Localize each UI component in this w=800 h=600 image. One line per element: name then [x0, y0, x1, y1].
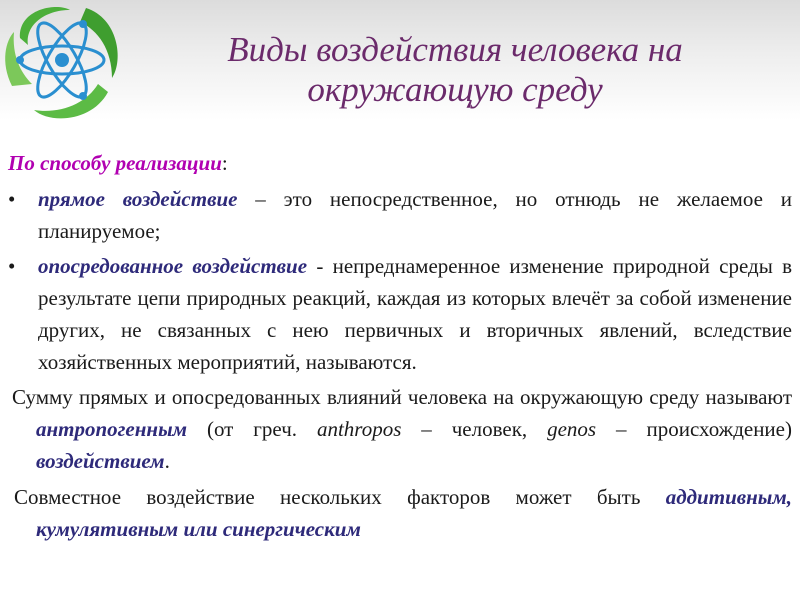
para-term: аддитивным, кумулятивным или синергическим: [36, 485, 792, 541]
list-item: [8, 183, 792, 247]
greek-word: anthropos: [316, 417, 402, 441]
bullet-text: – это непосредственное, но отнюдь не желаемое и планируемое;: [38, 187, 792, 243]
bullet-text: - непреднамеренное изменение природной среды в результате цепи природных реакций, каждая из которых влечёт за собой изменение других, не связанных с нею первичных и вторичных явлений, вследствие хозяйственных мероприятий, называются.: [38, 254, 793, 374]
para-text: .: [164, 449, 170, 473]
atom-leaf-logo-icon: [0, 0, 124, 124]
title-line-2: окружающую среду: [307, 70, 603, 109]
section-heading: [8, 147, 792, 179]
para-term: воздействием: [36, 449, 165, 473]
page-title: [130, 30, 780, 110]
list-item: [8, 250, 792, 378]
section-heading-text: По способу реализации: [8, 151, 222, 175]
slide-content: [8, 147, 792, 545]
paragraph-anthropogenic: [8, 381, 792, 477]
para-text: (от греч.: [187, 417, 317, 441]
para-text: Сумму прямых и опосредованных влияний человека на окружающую среду называют: [12, 385, 792, 409]
bullet-icon: •: [8, 187, 16, 211]
para-text: – происхождение): [596, 417, 792, 441]
section-heading-colon: :: [221, 151, 228, 175]
bullet-term: прямое воздействие: [38, 187, 238, 211]
bullet-term: опосредованное воздействие: [38, 254, 308, 278]
paragraph-combined-effect: [8, 481, 792, 545]
para-text: – человек,: [401, 417, 548, 441]
para-text: Совместное воздействие нескольких факторов может быть: [14, 485, 666, 509]
para-term: антропогенным: [36, 417, 188, 441]
bullet-list: [8, 183, 792, 378]
bullet-icon: •: [8, 254, 16, 278]
greek-word: genos: [547, 417, 597, 441]
title-line-1: Виды воздействия человека на: [227, 30, 683, 69]
